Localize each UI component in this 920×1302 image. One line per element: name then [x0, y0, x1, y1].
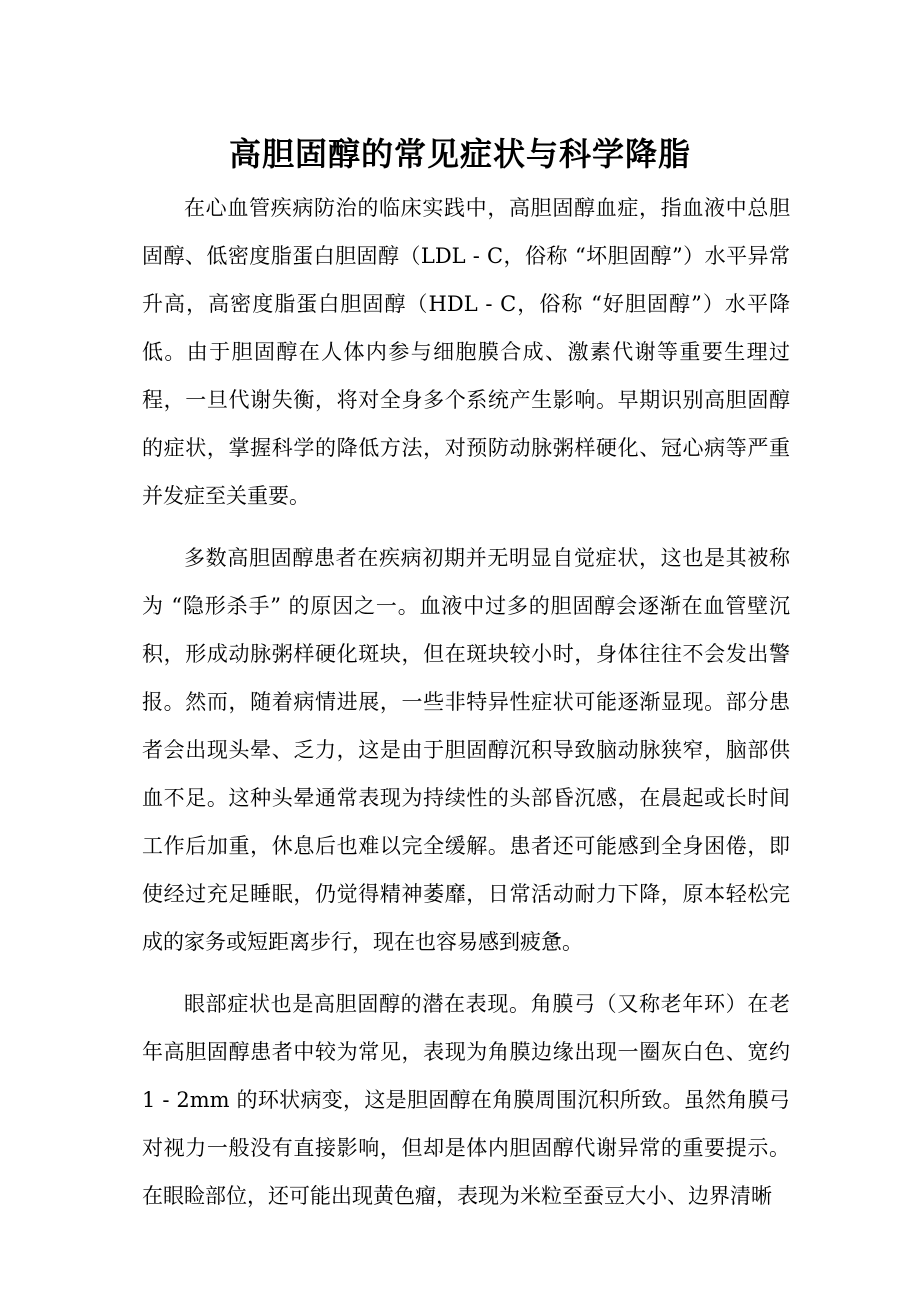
document-title: 高胆固醇的常见症状与科学降脂 [228, 135, 691, 173]
paragraph-early-symptoms: 多数高胆固醇患者在疾病初期并无明显自觉症状，这也是其被称为 “隐形杀手” 的原因之一。血液中过多的胆固醇会逐渐在血管壁沉积，形成动脉粥样硬化斑块，但在斑块较小时，身体往往不会发出警报。然而，随着病情进展，一些非特异性症状可能逐渐显现。部分患者会出现头晕、乏力，这是由于胆固醇沉积导致脑动脉狭窄，脑部供血不足。这种头晕通常表现为持续性的头部昏沉感，在晨起或长时间工作后加重，休息后也难以完全缓解。患者还可能感到全身困倦，即使经过充足睡眠，仍觉得精神萎靡，日常活动耐力下降，原本轻松完成的家务或短距离步行，现在也容易感到疲惫。 [142, 546, 790, 954]
paragraph-intro: 在心血管疾病防治的临床实践中，高胆固醇血症，指血液中总胆固醇、低密度脂蛋白胆固醇（LDL - C，俗称 “坏胆固醇”）水平异常升高，高密度脂蛋白胆固醇（HDL - C，俗称 “好胆固醇”）水平降低。由于胆固醇在人体内参与细胞膜合成、激素代谢等重要生理过程，一旦代谢失衡，将对全身多个系统产生影响。早期识别高胆固醇的症状，掌握科学的降低方法，对预防动脉粥样硬化、冠心病等严重并发症至关重要。 [142, 196, 790, 508]
paragraph-eye-symptoms: 眼部症状也是高胆固醇的潜在表现。角膜弓（又称老年环）在老年高胆固醇患者中较为常见，表现为角膜边缘出现一圈灰白色、宽约 1 - 2mm 的环状病变，这是胆固醇在角膜周围沉积所致。虽然角膜弓对视力一般没有直接影响，但却是体内胆固醇代谢异常的重要提示。在眼睑部位，还可能出现黄色瘤，表现为米粒至蚕豆大小、边界清晰 [142, 992, 790, 1208]
document-body [142, 184, 790, 1234]
